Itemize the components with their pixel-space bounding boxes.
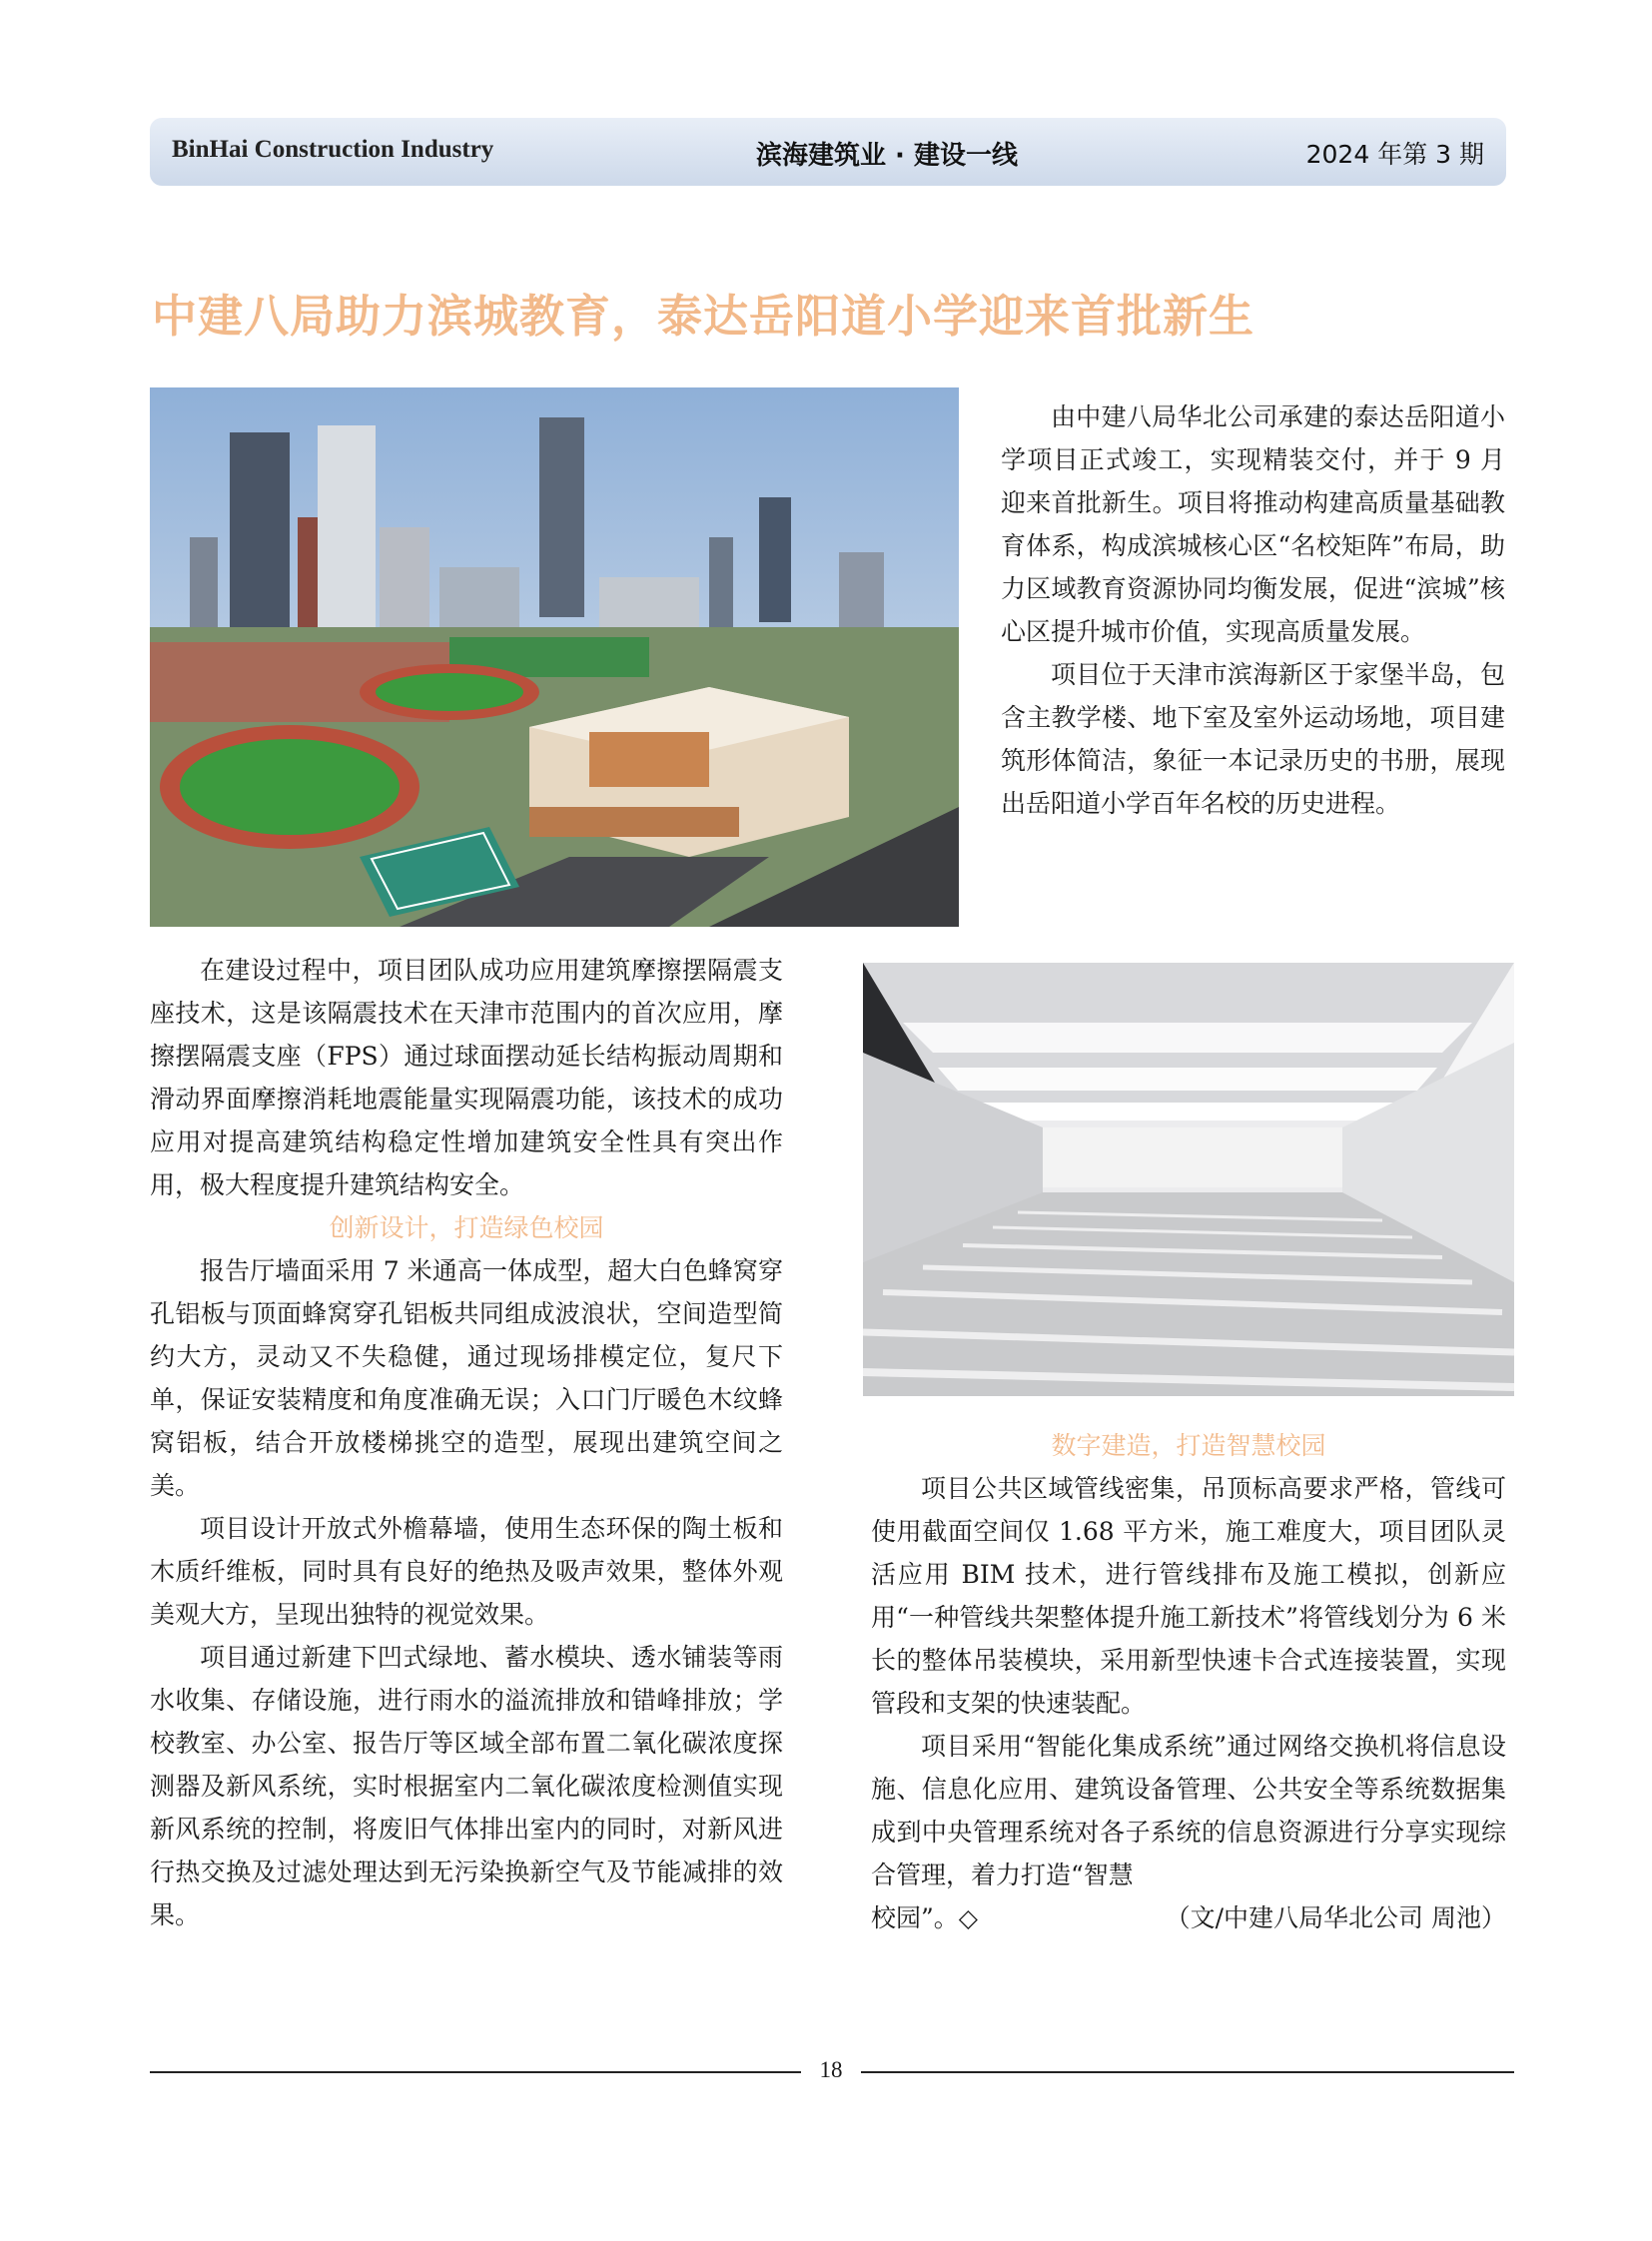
body-paragraph: 项目通过新建下凹式绿地、蓄水模块、透水铺装等雨水收集、存储设施，进行雨水的溢流排放和错峰排放；学校教室、办公室、报告厅等区域全部布置二氧化碳浓度探测器及新风系统，实时根据室内二氧化碳浓度检测值实现新风系统的控制，将废旧气体排出室内的同时，对新风进行热交换及过滤处理达到无污染换新空气及节能减排的效果。: [150, 1643, 783, 1929]
campus-aerial-photo: [150, 387, 959, 927]
footer-rule-left: [150, 2071, 801, 2073]
intro-paragraph: 项目位于天津市滨海新区于家堡半岛，包含主教学楼、地下室及室外运动场地，项目建筑形体简洁，象征一本记录历史的书册，展现出岳阳道小学百年名校的历史进程。: [1001, 660, 1505, 818]
section-subheading: 数字建造，打造智慧校园: [1051, 1431, 1326, 1460]
right-column: [871, 1424, 1506, 1939]
body-paragraph: 报告厅墙面采用 7 米通高一体成型，超大白色蜂窝穿孔铝板与顶面蜂窝穿孔铝板共同组成波浪状，空间造型简约大方，灵动又不失稳健，通过现场排模定位，复尺下单，保证安装精度和角度准确无误；入口门厅暖色木纹蜂窝铝板，结合开放楼梯挑空的造型，展现出建筑空间之美。: [150, 1256, 783, 1500]
closing-line: [871, 1896, 1506, 1939]
section-subheading: 创新设计，打造绿色校园: [329, 1213, 604, 1242]
left-column: [150, 949, 783, 1936]
intro-paragraph: 由中建八局华北公司承建的泰达岳阳道小学项目正式竣工，实现精装交付，并于 9 月迎来首批新生。项目将推动构建高质量基础教育体系，构成滨城核心区“名校矩阵”布局，助力区域教育资源协同均衡发展，促进“滨城”核心区提升城市价值，实现高质量发展。: [1001, 402, 1505, 646]
journal-name-en: BinHai Construction Industry: [172, 136, 494, 163]
footer-rule-right: [861, 2071, 1514, 2073]
body-paragraph: 在建设过程中，项目团队成功应用建筑摩擦摆隔震支座技术，这是该隔震技术在天津市范围内的首次应用，摩擦摆隔震支座（FPS）通过球面摆动延长结构振动周期和滑动界面摩擦消耗地震能量实现隔震功能，该技术的成功应用对提高建筑结构稳定性增加建筑安全性具有突出作用，极大程度提升建筑结构安全。: [150, 956, 783, 1199]
article-title: 中建八局助力滨城教育，泰达岳阳道小学迎来首批新生: [152, 290, 1255, 343]
body-paragraph: 项目采用“智能化集成系统”通过网络交换机将信息设施、信息化应用、建筑设备管理、公共安全等系统数据集成到中央管理系统对各子系统的信息资源进行分享实现综合管理，着力打造“智慧: [871, 1732, 1506, 1889]
journal-section: 滨海建筑业 · 建设一线: [756, 141, 1018, 171]
page-number: 18: [819, 2057, 843, 2082]
body-paragraph: 项目设计开放式外檐幕墙，使用生态环保的陶土板和木质纤维板，同时具有良好的绝热及吸声效果，整体外观美观大方，呈现出独特的视觉效果。: [150, 1514, 783, 1629]
lecture-hall-photo: [863, 963, 1514, 1396]
article-byline: （文/中建八局华北公司 周池）: [1165, 1903, 1506, 1932]
closing-text: 校园”。◇: [871, 1903, 979, 1932]
body-paragraph: 项目公共区域管线密集，吊顶标高要求严格，管线可使用截面空间仅 1.68 平方米，施工难度大，项目团队灵活应用 BIM 技术，进行管线排布及施工模拟，创新应用“一种管线共架整体提升施工新技术”将管线划分为 6 米长的整体吊装模块，采用新型快速卡合式连接装置，实现管段和支架的快速装配。: [871, 1474, 1506, 1718]
issue-number: 2024 年第 3 期: [1305, 140, 1484, 169]
running-header: [150, 118, 1506, 186]
intro-column: [1001, 395, 1505, 825]
